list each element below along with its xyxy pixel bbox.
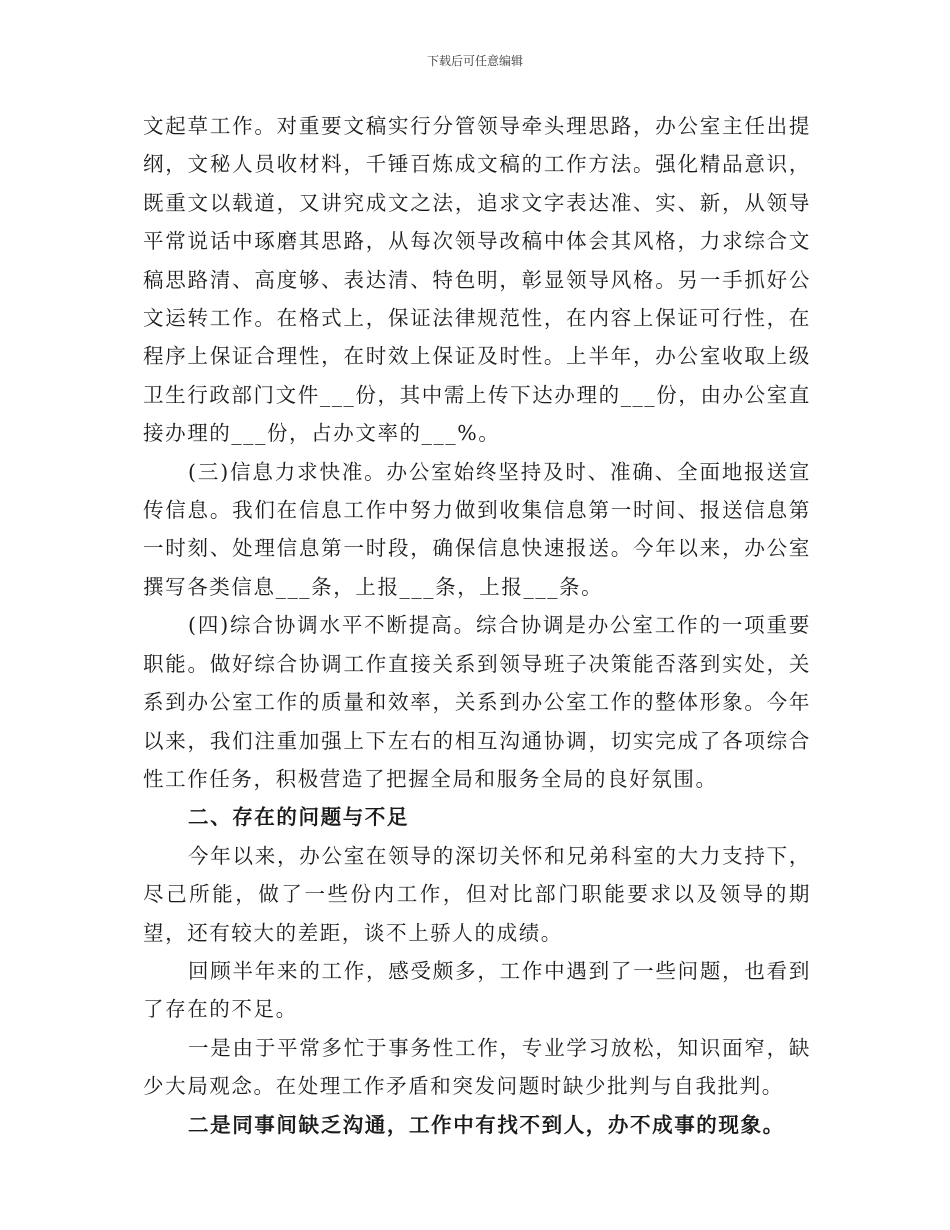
paragraph-drafting-work: 文起草工作。对重要文稿实行分管领导牵头理思路，办公室主任出提纲，文秘人员收材料，千锤百炼成文稿的工作方法。强化精品意识，既重文以载道，又讲究成文之法，追求文字表达准、实、新，从领导平常说话中琢磨其思路，从每次领导改稿中体会其风格，力求综合文稿思路清、高度够、表达清、特色明，彰显领导风格。另一手抓好公文运转工作。在格式上，保证法律规范性，在内容上保证可行性，在程序上保证合理性，在时效上保证及时性。上半年，办公室收取上级卫生行政部门文件___份，其中需上传下达办理的___份，由办公室直接办理的___份，占办文率的___%。: [143, 114, 811, 446]
paragraph-problem-two: 二是同事间缺乏沟通，工作中有找不到人，办不成事的现象。: [188, 1112, 785, 1137]
paragraph-review: 回顾半年来的工作，感受颇多，工作中遇到了一些问题，也看到了存在的不足。: [143, 958, 811, 1022]
paragraph-information-work: (三)信息力求快准。办公室始终坚持及时、准确、全面地报送宣传信息。我们在信息工作中努力做到收集信息第一时间、报送信息第一时刻、处理信息第一时段，确保信息快速报送。今年以来，办公室撰写各类信息___条，上报___条，上报___条。: [143, 459, 811, 599]
page-header-note: 下载后可任意编辑: [426, 54, 523, 68]
paragraph-problem-one: 一是由于平常多忙于事务性工作，专业学习放松，知识面窄，缺少大局观念。在处理工作矛盾和突发问题时缺少批判与自我批判。: [143, 1035, 811, 1099]
paragraph-coordination-work: (四)综合协调水平不断提高。综合协调是办公室工作的一项重要职能。做好综合协调工作直接关系到领导班子决策能否落到实处，关系到办公室工作的质量和效率，关系到办公室工作的整体形象。今年以来，我们注重加强上下左右的相互沟通协调，切实完成了各项综合性工作任务，积极营造了把握全局和服务全局的良好氛围。: [143, 613, 811, 791]
section-heading-problems: 二、存在的问题与不足: [188, 805, 409, 830]
paragraph-problems-intro: 今年以来，办公室在领导的深切关怀和兄弟科室的大力支持下，尽己所能，做了一些份内工作，但对比部门职能要求以及领导的期望，还有较大的差距，谈不上骄人的成绩。: [143, 843, 811, 945]
document-body: [143, 107, 811, 1144]
